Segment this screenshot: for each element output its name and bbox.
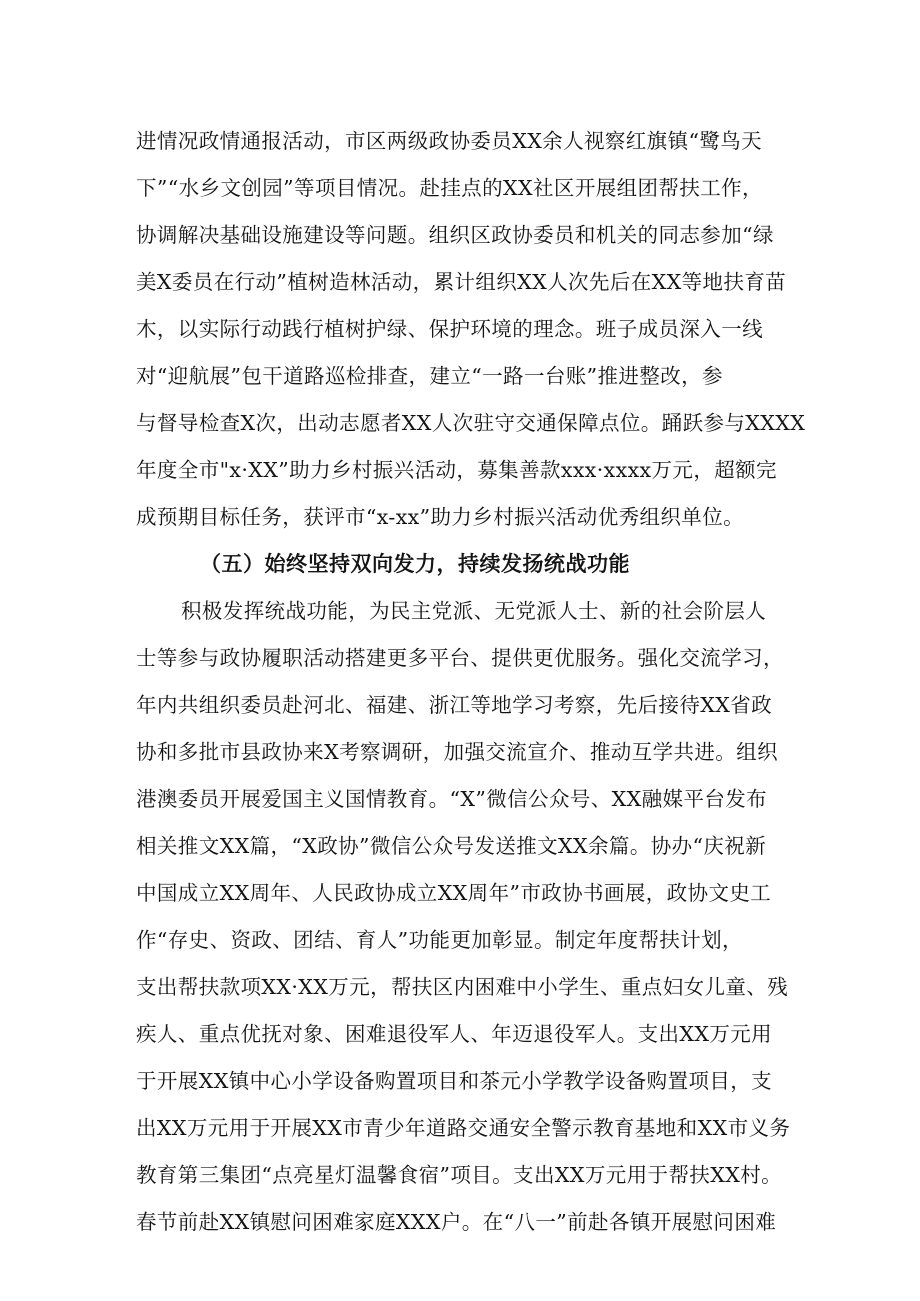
text-line: 士等参与政协履职活动搭建更多平台、提供更优服务。强化交流学习， xyxy=(136,646,784,670)
text-line: 于开展XX镇中心小学设备购置项目和茶元小学教学设备购置项目，支 xyxy=(136,1069,773,1093)
text-line: 协调解决基础设施建设等问题。组织区政协委员和机关的同志参加“绿 xyxy=(136,223,774,247)
text-line: 疾人、重点优抚对象、困难退役军人、年迈退役军人。支出XX万元用 xyxy=(136,1022,773,1046)
text-line: 作“存史、资政、团结、育人”功能更加彰显。制定年度帮扶计划， xyxy=(136,928,743,952)
section-heading: （五）始终坚持双向发力，持续发扬统战功能 xyxy=(200,552,630,576)
text-line: 对“迎航展”包干道路巡检排查，建立“一路一台账”推进整改，参 xyxy=(136,364,723,388)
text-line: 与督导检查X次，出动志愿者XX人次驻守交通保障点位。踊跃参与XXXX xyxy=(136,411,806,435)
text-line: 出XX万元用于开展XX市青少年道路交通安全警示教育基地和XX市义务 xyxy=(136,1116,791,1140)
text-line: 春节前赴XX镇慰问困难家庭XXX户。在“八一”前赴各镇开展慰问困难 xyxy=(136,1210,777,1234)
text-line: 中国成立XX周年、人民政协成立XX周年”市政协书画展，政协文史工 xyxy=(136,881,772,905)
text-line: 进情况政情通报活动，市区两级政协委员XX余人视察红旗镇“鹭鸟天 xyxy=(136,129,763,153)
text-line: 下”“水乡文创园”等项目情况。赴挂点的XX社区开展组团帮扶工作， xyxy=(136,176,763,200)
text-line: 港澳委员开展爱国主义国情教育。“X”微信公众号、XX融媒平台发布 xyxy=(136,787,768,811)
text-line: 支出帮扶款项XX·XX万元，帮扶区内困难中小学生、重点妇女儿童、残 xyxy=(136,975,789,999)
text-line: 协和多批市县政协来X考察调研，加强交流宣介、推动互学共进。组织 xyxy=(136,740,778,764)
text-line: 年内共组织委员赴河北、福建、浙江等地学习考察，先后接待XX省政 xyxy=(136,693,773,717)
text-line: 木，以实际行动践行植树护绿、保护环境的理念。班子成员深入一线 xyxy=(136,317,763,341)
text-line: 美X委员在行动”植树造林活动，累计组织XX人次先后在XX等地扶育苗 xyxy=(136,270,787,294)
paragraph-1 xyxy=(136,118,806,541)
text-line: 相关推文XX篇，“X政协”微信公众号发送推文XX余篇。协办“庆祝新 xyxy=(136,834,767,858)
document-body xyxy=(136,118,806,1246)
paragraph-2 xyxy=(136,588,791,1246)
text-line: 教育第三集团“点亮星灯温馨食宿”项目。支出XX万元用于帮扶XX村。 xyxy=(136,1163,783,1187)
text-line: 成预期目标任务，获评市“x-xx”助力乡村振兴活动优秀组织单位。 xyxy=(136,505,745,529)
text-line: 年度全市"x·XX”助力乡村振兴活动，募集善款xxx·xxxx万元，超额完 xyxy=(136,458,777,482)
text-line: 积极发挥统战功能，为民主党派、无党派人士、新的社会阶层人 xyxy=(181,599,767,623)
